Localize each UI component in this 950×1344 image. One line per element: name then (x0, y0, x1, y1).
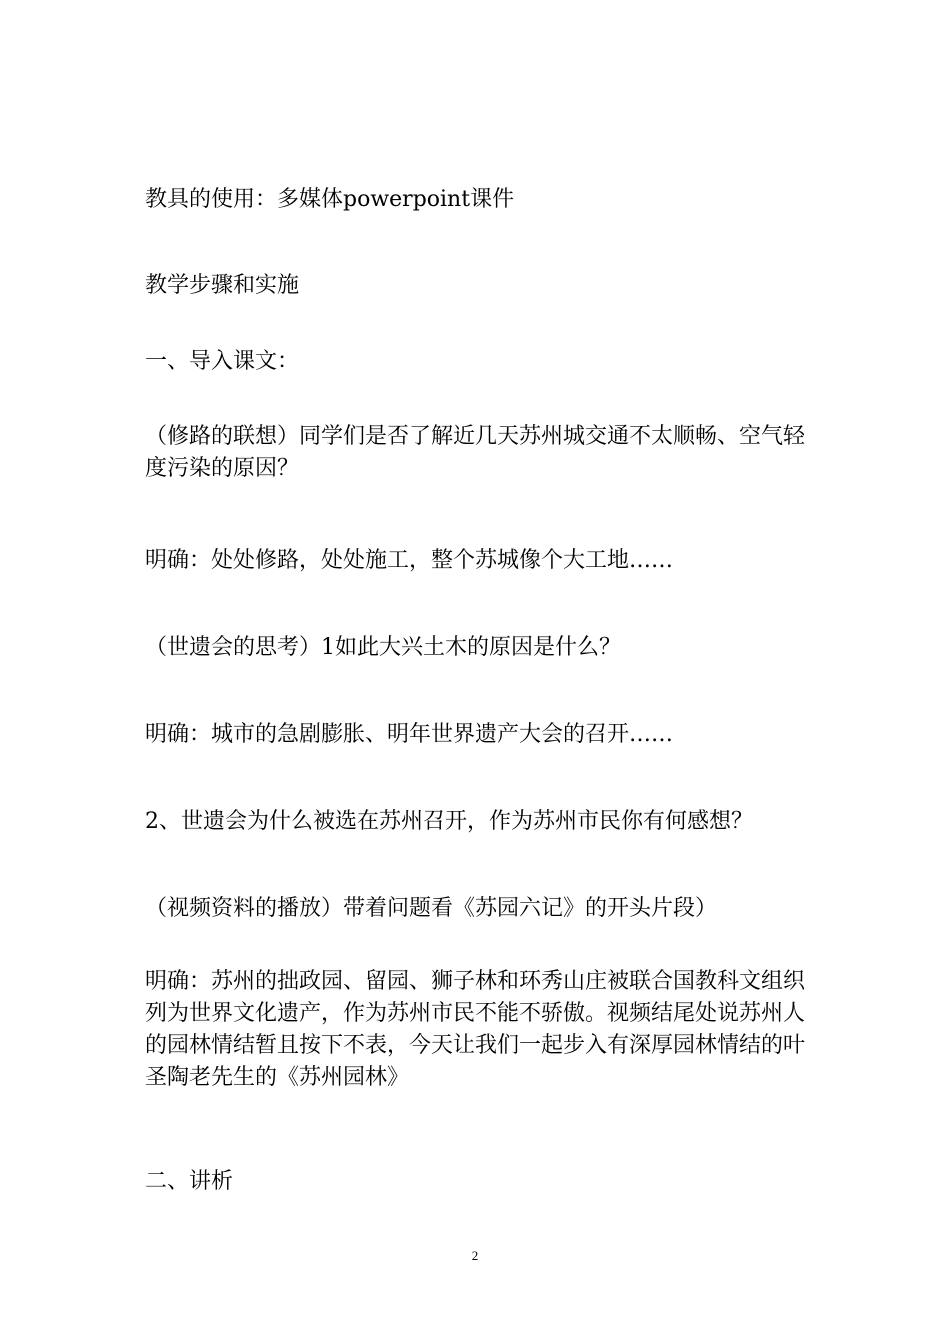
paragraph-answer-suzhou-gardens: 明确：苏州的拙政园、留园、狮子林和环秀山庄被联合国教科文组织列为世界文化遗产，作为苏州市民不能不骄傲。视频结尾处说苏州人的园林情结暂且按下不表，今天让我们一起步入有深厚园林情结的叶圣陶老先生的《苏州园林》 (145, 969, 806, 1090)
section-heading-analysis: 二、讲析 (145, 1169, 234, 1194)
paragraph-answer-heritage-conference: 明确：城市的急剧膨胀、明年世界遗产大会的召开…… (145, 722, 674, 747)
paragraph-heritage-question-1: （世遗会的思考）1如此大兴土木的原因是什么？ (145, 635, 621, 660)
paragraph-teaching-aids: 教具的使用：多媒体powerpoint课件 (145, 187, 515, 212)
paragraph-road-repair-question: （修路的联想）同学们是否了解近几天苏州城交通不太顺畅、空气轻度污染的原因？ (145, 424, 806, 481)
paragraph-video-playback: （视频资料的播放）带着问题看《苏园六记》的开头片段） (145, 896, 718, 921)
paragraph-teaching-steps-heading: 教学步骤和实施 (145, 273, 300, 298)
paragraph-heritage-question-2: 2、世遗会为什么被选在苏州召开，作为苏州市民你有何感想？ (145, 809, 753, 834)
paragraph-answer-construction: 明确：处处修路，处处施工，整个苏城像个大工地…… (145, 548, 674, 573)
page-number: 2 (471, 1248, 479, 1263)
section-heading-introduction: 一、导入课文： (145, 349, 300, 374)
